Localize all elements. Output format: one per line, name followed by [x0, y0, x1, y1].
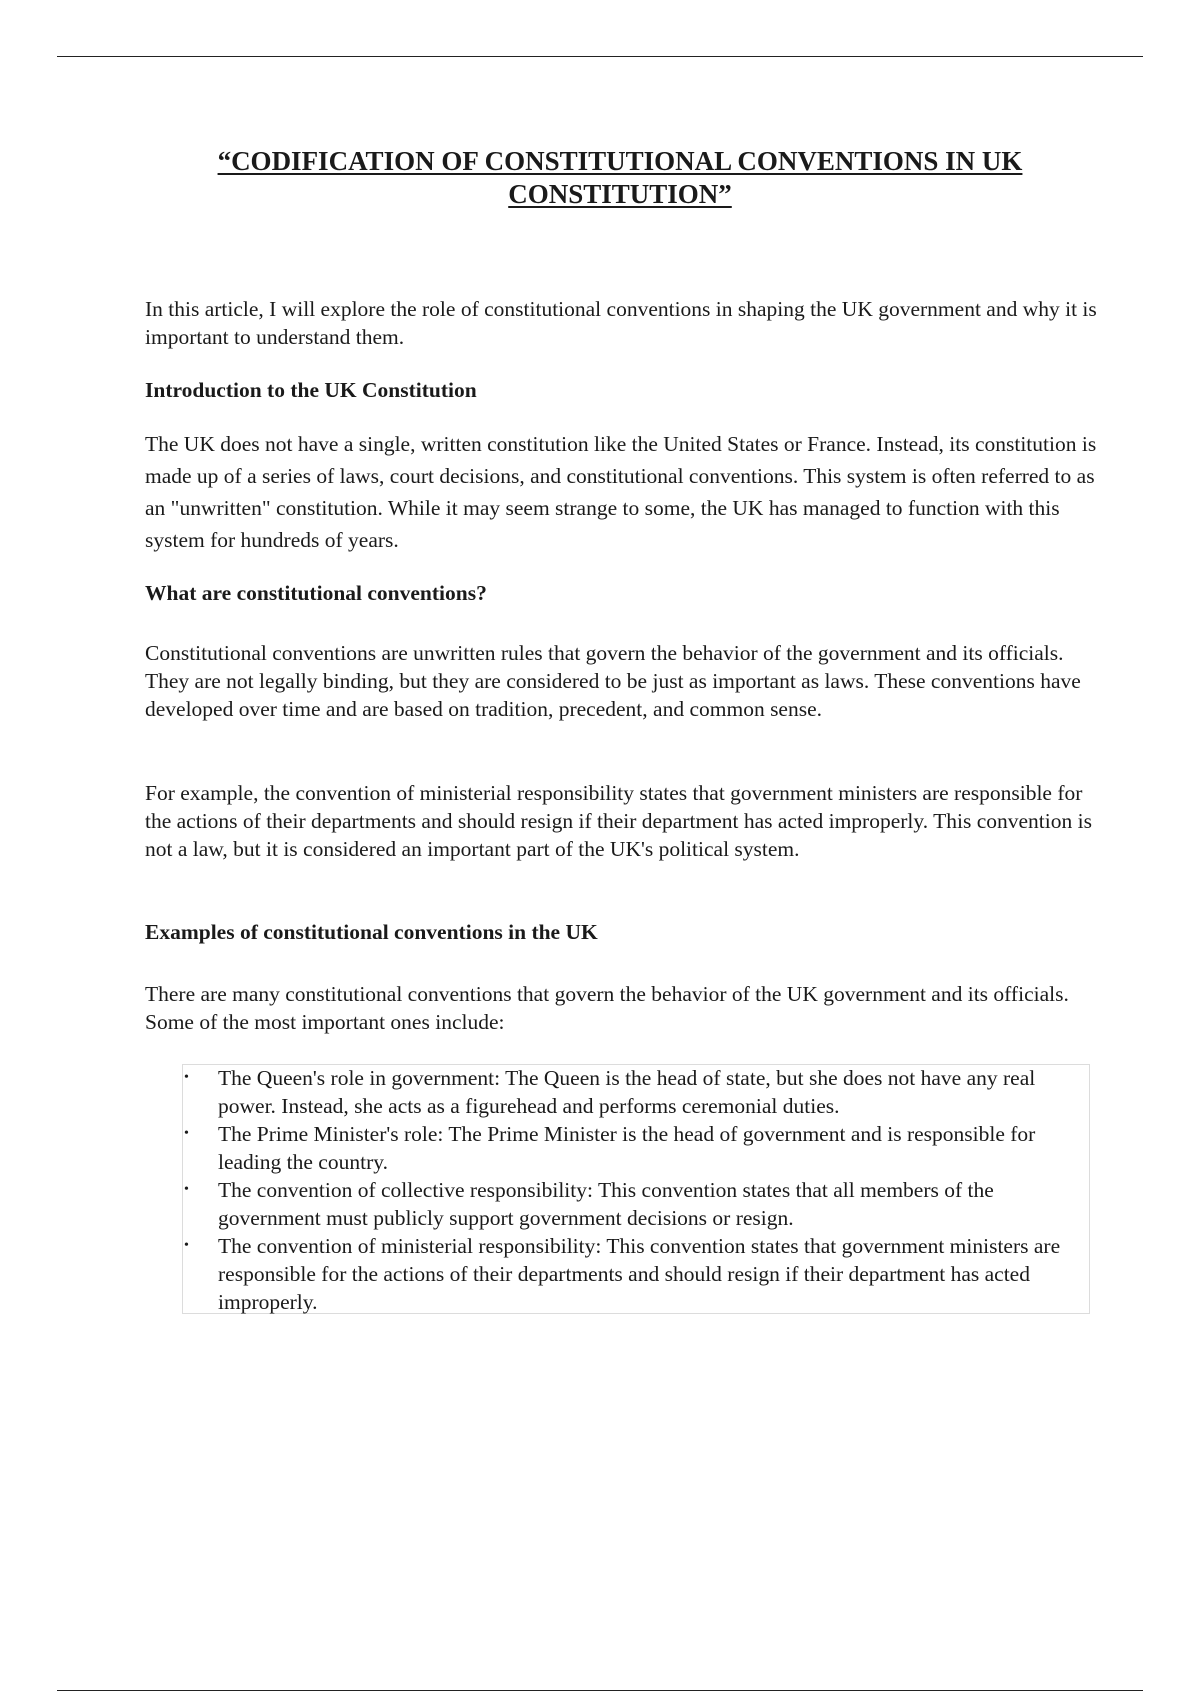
section-heading-examples: Examples of constitutional conventions in the UK: [145, 920, 598, 944]
bottom-rule: [57, 1690, 1143, 1691]
list-item-text: The convention of ministerial responsibility: This convention states that government ministers are responsible for the actions of their departments and should resign if their department has acted improperly.: [218, 1234, 1061, 1314]
bullet-icon: •: [184, 1238, 189, 1253]
list-item: [182, 1232, 1082, 1316]
list-item: [182, 1120, 1082, 1176]
list-item-text: The convention of collective responsibility: This convention states that all members of the government must publicly support government decisions or resign.: [218, 1178, 994, 1230]
bullet-icon: •: [184, 1126, 189, 1141]
section-heading-what-are-conventions: What are constitutional conventions?: [145, 581, 487, 605]
bullet-icon: •: [184, 1182, 189, 1197]
examples-intro-paragraph: There are many constitutional conventions that govern the behavior of the UK government and its officials. Some of the most important ones include:: [145, 982, 1069, 1034]
intro-paragraph: In this article, I will explore the role of constitutional conventions in shaping the UK government and why it is important to understand them.: [145, 297, 1097, 349]
conventions-definition-paragraph: Constitutional conventions are unwritten rules that govern the behavior of the government and its officials. They are not legally binding, but they are considered to be just as important as laws. These conventions have developed over time and are based on tradition, precedent, and common sense.: [145, 641, 1081, 721]
conventions-bullet-list: [182, 1064, 1082, 1316]
list-item: [182, 1176, 1082, 1232]
ministerial-example-paragraph: For example, the convention of ministerial responsibility states that government ministers are responsible for the actions of their departments and should resign if their department has acted improperly. This convention is not a law, but it is considered an important part of the UK's political system.: [145, 781, 1092, 861]
list-item-text: The Queen's role in government: The Queen is the head of state, but she does not have any real power. Instead, she acts as a figurehead and performs ceremonial duties.: [218, 1066, 1036, 1118]
top-rule: [57, 56, 1143, 57]
document-title: “CODIFICATION OF CONSTITUTIONAL CONVENTIONS IN UK CONSTITUTION”: [217, 146, 1023, 209]
list-item: [182, 1064, 1082, 1120]
introduction-paragraph: The UK does not have a single, written constitution like the United States or France. Instead, its constitution is made up of a series of laws, court decisions, and constitutional conventions. This system is often referred to as an "unwritten" constitution. While it may seem strange to some, the UK has managed to function with this system for hundreds of years.: [145, 432, 1097, 552]
bullet-icon: •: [184, 1070, 189, 1085]
section-heading-introduction: Introduction to the UK Constitution: [145, 378, 477, 402]
list-item-text: The Prime Minister's role: The Prime Minister is the head of government and is responsible for leading the country.: [218, 1122, 1036, 1174]
